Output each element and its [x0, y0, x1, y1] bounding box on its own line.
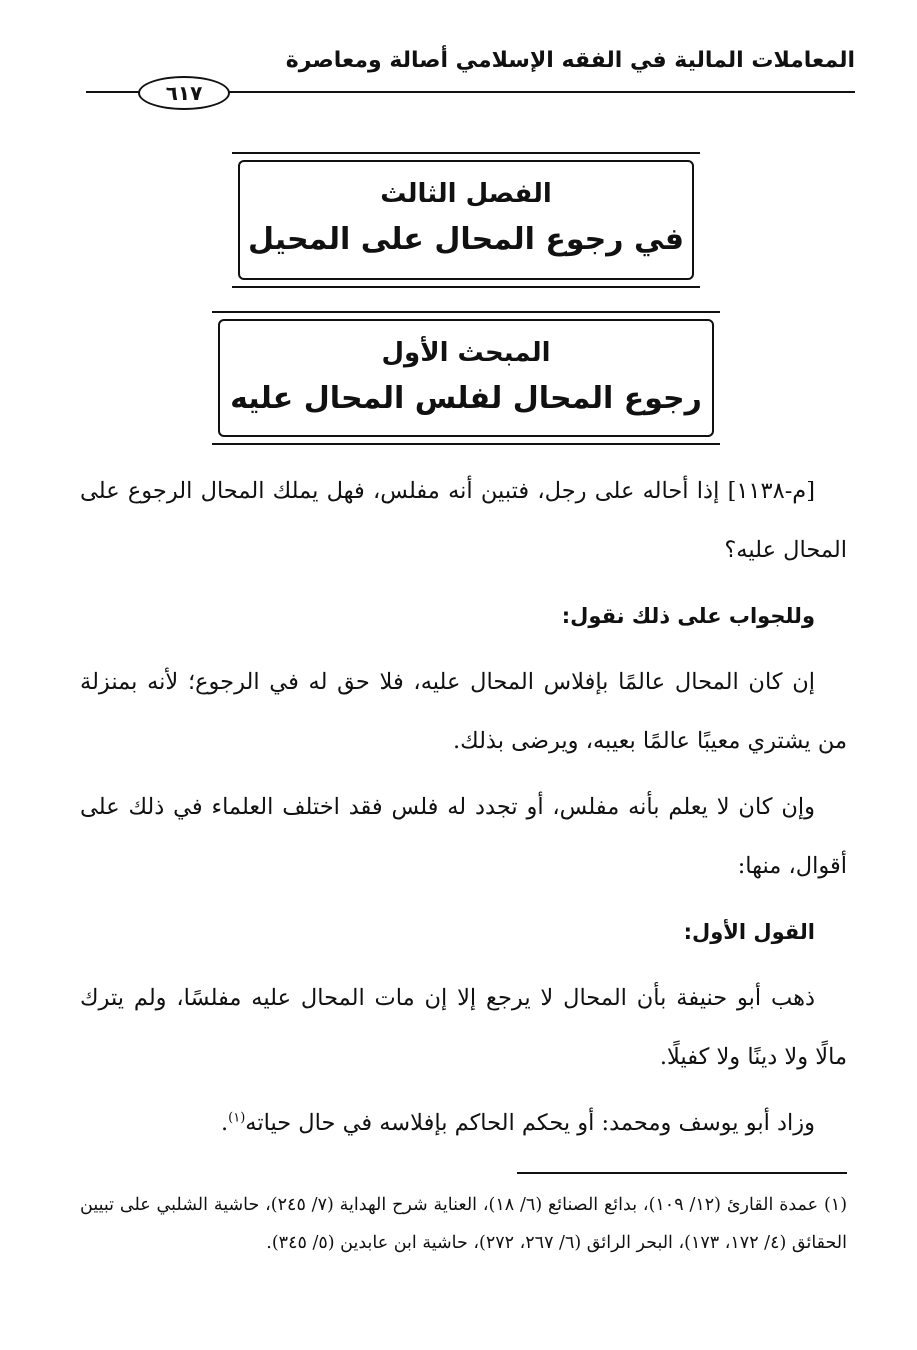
- chapter-title-frame: [238, 160, 694, 280]
- section-label: المبحث الأول: [381, 338, 551, 368]
- section-title-box: [212, 311, 720, 445]
- section-title: رجوع المحال لفلس المحال عليه: [230, 381, 702, 416]
- body-text: [80, 462, 847, 1160]
- chapter-title: في رجوع المحال على المحيل: [248, 222, 684, 257]
- footnote-1: (١) عمدة القارئ (١٢/ ١٠٩)، بدائع الصنائع (٦/ ١٨)، العناية شرح الهداية (٧/ ٢٤٥)، حاشية الشلبي على تبيين الحقائق (٤/ ١٧٢، ١٧٣)، البحر الرائق (٦/ ٢٦٧، ٢٧٢)، حاشية ابن عابدين (٥/ ٣٤٥).: [80, 1195, 848, 1253]
- first-opinion-heading: القول الأول:: [683, 920, 815, 944]
- paragraph-abu-yusuf: [80, 1094, 847, 1153]
- paragraph-known-insolvency: إن كان المحال عالمًا بإفلاس المحال عليه، فلا حق له في الرجوع؛ لأنه بمنزلة من يشتري معيبًا عالمًا بعيبه، ويرضى بذلك.: [80, 669, 847, 754]
- running-title: المعاملات المالية في الفقه الإسلامي أصالة ومعاصرة: [285, 48, 855, 73]
- abu-yusuf-text: وزاد أبو يوسف ومحمد: أو يحكم الحاكم بإفلاسه في حال حياته: [245, 1110, 815, 1136]
- chapter-title-box: [232, 152, 700, 288]
- page-number: ٦١٧: [138, 76, 230, 110]
- abu-yusuf-end: .: [220, 1110, 229, 1136]
- paragraph-answer-intro: وللجواب على ذلك نقول:: [561, 604, 815, 628]
- chapter-label: الفصل الثالث: [380, 179, 552, 209]
- paragraph-unknown-insolvency: وإن كان لا يعلم بأنه مفلس، أو تجدد له فلس فقد اختلف العلماء في ذلك على أقوال، منها:: [80, 794, 847, 879]
- section-title-frame: [218, 319, 714, 437]
- footnote-rule: [517, 1172, 847, 1174]
- paragraph-abu-hanifa: ذهب أبو حنيفة بأن المحال لا يرجع إلا إن مات المحال عليه مفلسًا، ولم يترك مالًا ولا دينًا ولا كفيلًا.: [80, 985, 847, 1070]
- paragraph-question: [م-١١٣٨] إذا أحاله على رجل، فتبين أنه مفلس، فهل يملك المحال الرجوع على المحال عليه؟: [80, 478, 847, 563]
- footnote-ref[interactable]: (١): [228, 1110, 246, 1126]
